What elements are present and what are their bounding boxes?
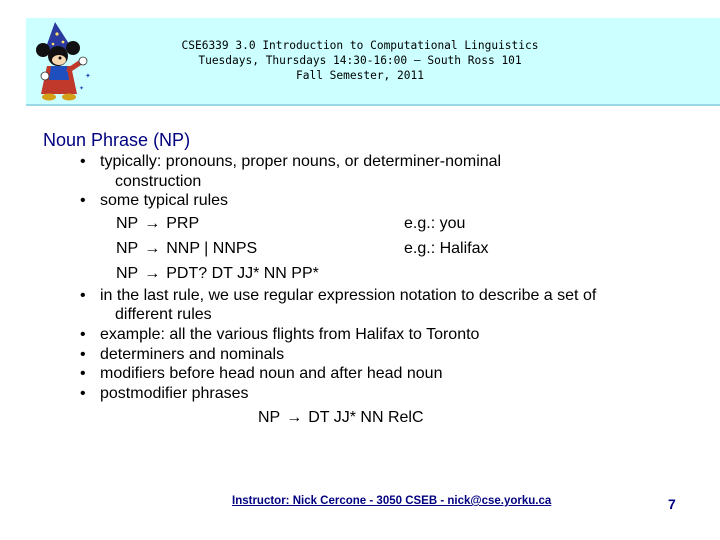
rule-rhs: DT JJ* NN RelC xyxy=(308,409,424,427)
bullet-continuation: construction xyxy=(115,172,202,190)
svg-text:✦: ✦ xyxy=(79,85,85,92)
rule-arrow: → xyxy=(144,214,161,232)
rule-lhs: NP xyxy=(116,264,139,282)
course-header xyxy=(160,38,560,83)
bullet-item xyxy=(80,191,700,211)
bullet-marker: • xyxy=(80,365,86,383)
course-title: CSE6339 3.0 Introduction to Computational Linguistics xyxy=(181,39,539,52)
rule-lhs: NP xyxy=(116,214,139,232)
bullet-text: example: all the various flights from Halifax to Toronto xyxy=(100,325,480,343)
bullet-item xyxy=(80,325,700,345)
rule-rhs: PRP xyxy=(166,214,200,232)
bullet-continuation: different rules xyxy=(115,306,212,324)
page-number: 7 xyxy=(668,496,676,512)
slide-content xyxy=(80,152,700,433)
bullet-marker: • xyxy=(80,384,86,402)
svg-text:✦: ✦ xyxy=(85,72,91,80)
rule-lhs: NP xyxy=(116,239,139,257)
rule-example: e.g.: you xyxy=(404,214,466,232)
postmodifier-rule xyxy=(80,403,700,433)
grammar-rule xyxy=(80,261,700,286)
instructor-footer-link[interactable]: Instructor: Nick Cercone - 3050 CSEB - nick@cse.yorku.ca xyxy=(232,495,552,507)
bullet-item xyxy=(80,152,700,172)
bullet-text: postmodifier phrases xyxy=(100,384,249,402)
bullet-item xyxy=(80,286,700,306)
course-semester: Fall Semester, 2011 xyxy=(296,69,424,82)
bullet-marker: • xyxy=(80,153,86,170)
bullet-marker: • xyxy=(80,192,86,210)
bullet-item xyxy=(80,345,700,365)
bullet-text: in the last rule, we use regular expression notation to describe a set of xyxy=(100,286,597,304)
slide-title: Noun Phrase (NP) xyxy=(43,130,191,150)
course-schedule: Tuesdays, Thursdays 14:30-16:00 – South Ross 101 xyxy=(198,54,522,67)
bullet-text: determiners and nominals xyxy=(100,345,285,363)
bullet-item xyxy=(80,364,700,384)
rule-lhs: NP xyxy=(258,409,281,427)
bullet-text: modifiers before head noun and after head noun xyxy=(100,365,443,383)
bullet-text: typically: pronouns, proper nouns, or determiner-nominal xyxy=(100,153,502,170)
rule-arrow: → xyxy=(144,264,161,282)
bullet-marker: • xyxy=(80,325,86,343)
grammar-rule xyxy=(80,211,700,236)
grammar-rule xyxy=(80,236,700,261)
bullet-text: some typical rules xyxy=(100,192,229,210)
rule-example: e.g.: Halifax xyxy=(404,239,489,257)
rule-arrow: → xyxy=(144,239,161,257)
bullet-marker: • xyxy=(80,286,86,304)
rule-arrow: → xyxy=(286,409,303,427)
mickey-sorcerer-logo-icon xyxy=(33,20,95,102)
bullet-marker: • xyxy=(80,345,86,363)
bullet-item xyxy=(80,384,700,404)
rule-rhs: PDT? DT JJ* NN PP* xyxy=(166,264,319,282)
rule-rhs: NNP | NNPS xyxy=(166,239,258,257)
